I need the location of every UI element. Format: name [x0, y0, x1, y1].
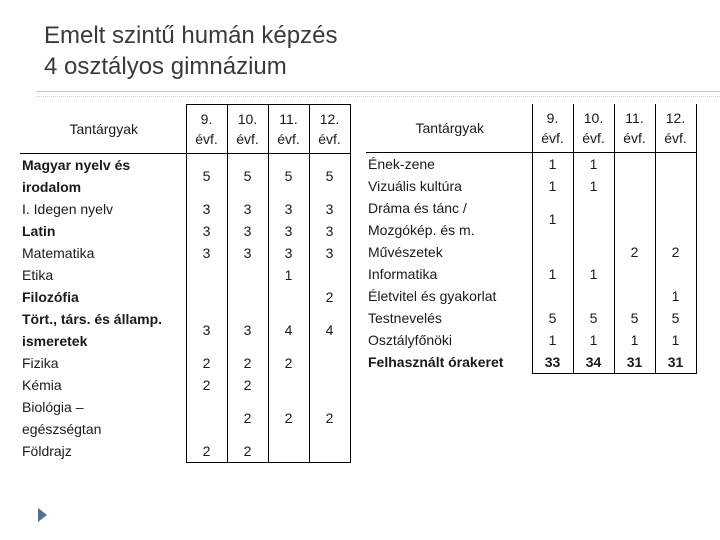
left-header-grade-10: 10. évf. [227, 105, 268, 154]
right-row [366, 329, 696, 351]
left-value-cell: 3 [309, 242, 350, 264]
left-value-cell: 5 [227, 153, 268, 198]
left-row [20, 396, 350, 440]
right-subject-cell: Művészetek [368, 244, 443, 260]
right-row [366, 241, 696, 263]
right-subject-cell: Osztályfőnöki [368, 332, 453, 348]
left-value-cell: 2 [227, 396, 268, 440]
bullet-triangle-icon [38, 508, 47, 522]
right-value-cell [655, 197, 696, 241]
right-value-cell: 1 [655, 329, 696, 351]
left-value-cell: 3 [268, 220, 309, 242]
left-row [20, 374, 350, 396]
left-subject-cell: I. Idegen nyelv [22, 200, 114, 217]
left-value-cell: 2 [186, 440, 227, 463]
left-row [20, 440, 350, 463]
right-row [366, 175, 696, 197]
left-value-cell [227, 286, 268, 308]
right-row [366, 307, 696, 329]
left-subject-cell: Tört., társ. és államp. ismeretek [22, 310, 163, 349]
left-subject-cell: Földrajz [22, 442, 72, 459]
left-value-cell [268, 374, 309, 396]
left-value-cell [186, 396, 227, 440]
left-header-subject: Tantárgyak [20, 105, 186, 154]
left-header-grade-9: 9. évf. [186, 105, 227, 154]
left-value-cell: 3 [186, 308, 227, 352]
left-value-cell: 3 [268, 242, 309, 264]
right-value-cell: 1 [532, 197, 573, 241]
right-header-grade-10: 10. évf. [573, 104, 614, 153]
right-value-cell [655, 175, 696, 197]
right-value-cell [614, 197, 655, 241]
left-value-cell [268, 440, 309, 463]
right-value-cell: 2 [655, 241, 696, 263]
left-curriculum-table [20, 104, 351, 463]
right-header-subject: Tantárgyak [366, 104, 532, 153]
left-subject-cell: Latin [22, 222, 56, 239]
left-value-cell [186, 264, 227, 286]
right-value-cell: 1 [573, 153, 614, 176]
right-value-cell [655, 153, 696, 176]
left-value-cell [309, 374, 350, 396]
left-header-grade-12: 12. évf. [309, 105, 350, 154]
right-subject-cell: Életvitel és gyakorlat [368, 288, 497, 304]
left-row [20, 286, 350, 308]
left-value-cell: 3 [186, 198, 227, 220]
right-subject-cell: Testnevelés [368, 310, 442, 326]
right-row [366, 197, 696, 241]
left-value-cell: 3 [227, 198, 268, 220]
right-value-cell: 33 [532, 351, 573, 374]
left-value-cell: 3 [186, 220, 227, 242]
right-value-cell: 1 [573, 329, 614, 351]
right-value-cell [573, 241, 614, 263]
right-row [366, 153, 696, 176]
left-value-cell: 2 [309, 396, 350, 440]
right-header-grade-12: 12. évf. [655, 104, 696, 153]
left-value-cell: 5 [186, 153, 227, 198]
left-value-cell: 3 [227, 242, 268, 264]
right-value-cell: 5 [655, 307, 696, 329]
left-subject-cell: Magyar nyelv és irodalom [22, 156, 131, 195]
left-subject-cell: Biológia – egészségtan [22, 398, 102, 437]
left-row [20, 308, 350, 352]
left-row [20, 352, 350, 374]
left-value-cell: 5 [309, 153, 350, 198]
right-value-cell [532, 285, 573, 307]
left-row [20, 198, 350, 220]
right-value-cell: 1 [573, 175, 614, 197]
left-value-cell [227, 264, 268, 286]
left-value-cell: 2 [186, 374, 227, 396]
left-subject-cell: Fizika [22, 354, 59, 371]
right-value-cell: 1 [655, 285, 696, 307]
left-subject-cell: Etika [22, 266, 54, 283]
title-line-2: 4 osztályos gimnázium [44, 53, 287, 80]
right-value-cell: 34 [573, 351, 614, 374]
right-header-grade-9: 9. évf. [532, 104, 573, 153]
right-value-cell [614, 285, 655, 307]
right-value-cell: 5 [532, 307, 573, 329]
left-subject-cell: Matematika [22, 244, 95, 261]
left-value-cell [309, 352, 350, 374]
left-value-cell [309, 440, 350, 463]
right-row [366, 285, 696, 307]
right-curriculum-table [366, 104, 697, 374]
right-value-cell [573, 285, 614, 307]
right-value-cell [573, 197, 614, 241]
left-value-cell: 4 [268, 308, 309, 352]
left-row [20, 220, 350, 242]
right-value-cell: 31 [614, 351, 655, 374]
right-value-cell: 1 [573, 263, 614, 285]
slide-title [44, 20, 337, 82]
left-value-cell: 1 [268, 264, 309, 286]
right-value-cell: 2 [614, 241, 655, 263]
right-value-cell: 5 [614, 307, 655, 329]
left-value-cell: 5 [268, 153, 309, 198]
right-row [366, 263, 696, 285]
right-value-cell [614, 263, 655, 285]
left-value-cell: 2 [227, 440, 268, 463]
left-value-cell: 3 [186, 242, 227, 264]
left-value-cell: 2 [309, 286, 350, 308]
left-value-cell: 4 [309, 308, 350, 352]
left-row [20, 242, 350, 264]
left-value-cell: 3 [309, 198, 350, 220]
left-value-cell: 2 [227, 374, 268, 396]
right-subject-cell: Ének-zene [368, 156, 435, 172]
right-value-cell: 1 [532, 153, 573, 176]
title-line-1: Emelt szintű humán képzés [44, 22, 338, 49]
right-value-cell: 5 [573, 307, 614, 329]
right-subject-cell: Vizuális kultúra [368, 178, 462, 194]
title-divider [36, 91, 720, 92]
left-value-cell: 3 [227, 308, 268, 352]
left-value-cell: 3 [309, 220, 350, 242]
right-header-grade-11: 11. évf. [614, 104, 655, 153]
left-value-cell: 2 [268, 352, 309, 374]
right-subject-cell: Dráma és tánc / Mozgókép. és m. [368, 200, 475, 238]
left-value-cell [309, 264, 350, 286]
left-row [20, 153, 350, 198]
right-value-cell [532, 241, 573, 263]
right-value-cell [614, 153, 655, 176]
right-subject-cell: Informatika [368, 266, 438, 282]
right-value-cell: 31 [655, 351, 696, 374]
left-row [20, 264, 350, 286]
left-value-cell [186, 286, 227, 308]
left-value-cell [268, 286, 309, 308]
right-value-cell: 1 [532, 263, 573, 285]
left-value-cell: 3 [268, 198, 309, 220]
right-value-cell: 1 [532, 329, 573, 351]
left-value-cell: 2 [186, 352, 227, 374]
right-value-cell [655, 263, 696, 285]
title-divider-dotted [36, 96, 720, 97]
right-value-cell [614, 175, 655, 197]
left-value-cell: 3 [227, 220, 268, 242]
right-value-cell: 1 [614, 329, 655, 351]
left-subject-cell: Kémia [22, 376, 62, 393]
right-row [366, 351, 696, 374]
left-value-cell: 2 [268, 396, 309, 440]
right-value-cell: 1 [532, 175, 573, 197]
left-value-cell: 2 [227, 352, 268, 374]
left-subject-cell: Filozófia [22, 288, 79, 305]
left-header-grade-11: 11. évf. [268, 105, 309, 154]
right-subject-cell: Felhasznált órakeret [368, 354, 504, 371]
